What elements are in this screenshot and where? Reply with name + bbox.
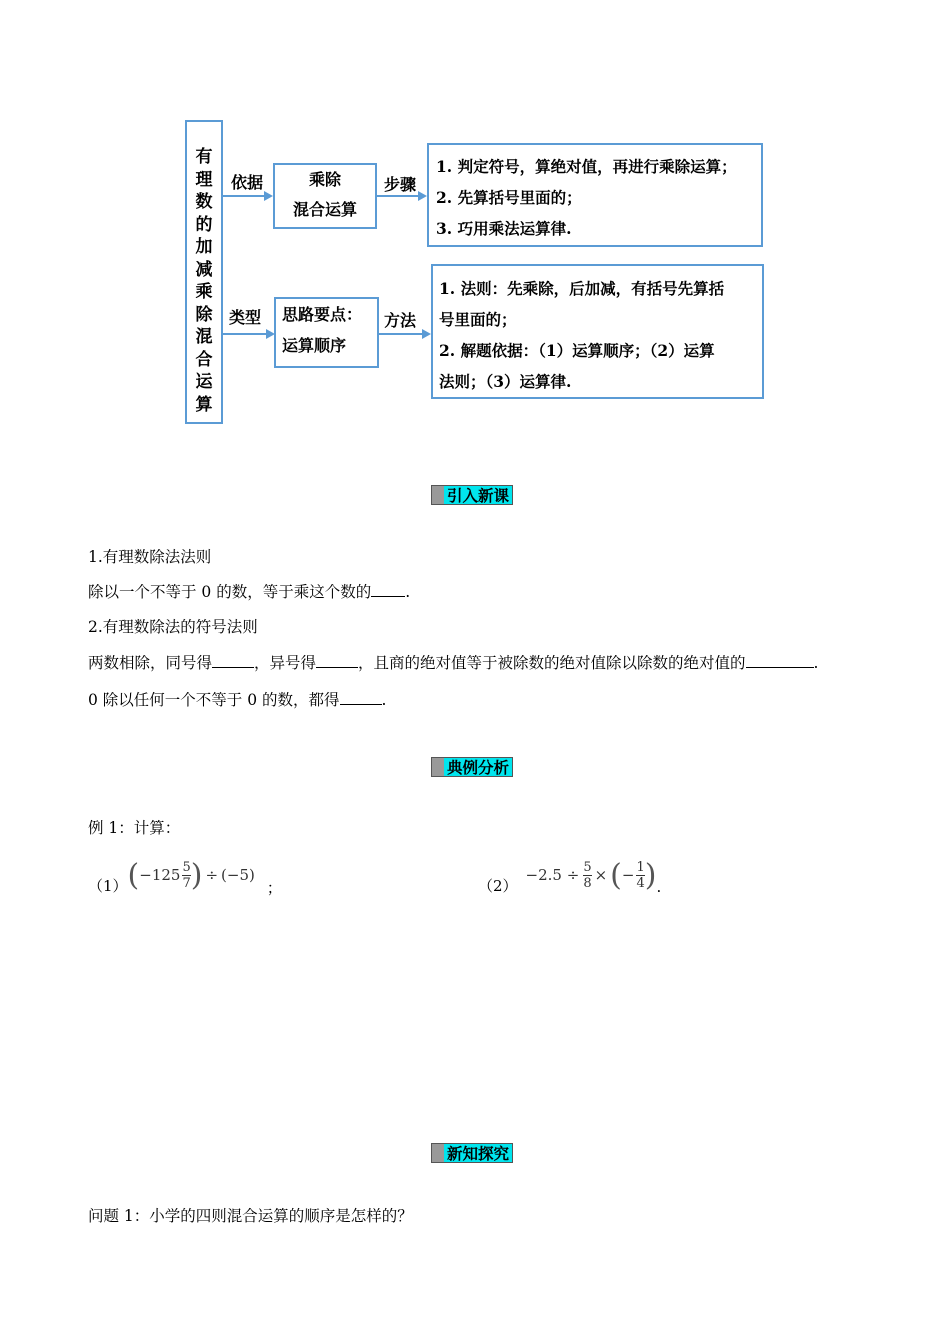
- connector-bottom: [223, 333, 271, 335]
- diagram-title-chars: [187, 146, 221, 416]
- diagram-title-box: [185, 120, 223, 424]
- example-item1-den: 7: [182, 875, 191, 891]
- intro-q2-text: [88, 651, 818, 673]
- branch-label-type: 类型: [229, 308, 262, 327]
- section-examples-title: 典例分析: [444, 757, 513, 777]
- example-item1-end: ；: [266, 879, 282, 897]
- example-item1-fraction: [182, 860, 190, 891]
- example-item2-label: （2）: [478, 877, 518, 895]
- diagram-title-char: 理: [195, 169, 213, 190]
- box-steps: [427, 143, 763, 247]
- paren-close-icon: ): [644, 857, 657, 893]
- example-title: 例 1：计算：: [88, 819, 181, 837]
- diagram-title-char: 运: [195, 372, 213, 392]
- section-explore-heading: [431, 1143, 513, 1163]
- diagram-title-char: 减: [195, 259, 213, 280]
- blank-zero: [340, 690, 382, 705]
- diagram-title-char: 合: [195, 349, 213, 370]
- intro-q1-end: .: [405, 583, 411, 601]
- box-key-line2: 运算顺序: [282, 336, 347, 355]
- diagram-title-char: 的: [195, 214, 213, 235]
- diagram-title-char: 混: [195, 327, 213, 347]
- example-item1-label: （1）: [88, 877, 128, 895]
- connector-method: [379, 333, 423, 335]
- blank-diff-sign: [316, 653, 358, 668]
- paren-open-icon: (: [610, 857, 622, 893]
- example-item2-fraction-2: [636, 860, 644, 891]
- step-line-1: 1. 判定符号，算绝对值，再进行乘除运算；: [436, 157, 737, 176]
- method-line-1: 1. 法则：先乘除，后加减，有括号先算括: [439, 279, 725, 298]
- diagram-title-char: 有: [195, 147, 213, 167]
- example-item2-expr-a: −2.5 ÷: [525, 866, 580, 884]
- example-item2-times: ×: [594, 866, 608, 884]
- intro-q3-end: .: [381, 691, 387, 709]
- intro-q1-title: 1.有理数除法法则: [88, 548, 212, 566]
- diagram-title-char: 算: [195, 394, 213, 415]
- example-item1-div: ÷: [205, 866, 219, 884]
- intro-q2-text-c: ，且商的绝对值等于被除数的绝对值除以除数的绝对值的: [358, 654, 746, 672]
- method-line-2: 号里面的；: [439, 310, 517, 329]
- arrow-head-top: [264, 191, 273, 201]
- intro-q1-text: [88, 580, 410, 602]
- section-explore-title: 新知探究: [444, 1143, 513, 1163]
- example-item-1: [88, 850, 282, 900]
- blank-reciprocal: [371, 582, 405, 597]
- example-item2-neg: −: [621, 866, 635, 884]
- step-line-2: 2. 先算括号里面的；: [436, 188, 582, 207]
- example-item2-den: 8: [583, 875, 592, 891]
- diagram-title-char: 加: [195, 237, 213, 257]
- paren-close-icon: ): [190, 857, 203, 893]
- section-marker: [431, 757, 444, 777]
- example-item1-expr-a: −125: [139, 866, 181, 884]
- explore-question-1: 问题 1：小学的四则混合运算的顺序是怎样的？: [88, 1207, 413, 1225]
- section-marker: [431, 1143, 444, 1163]
- arrow-head-method: [422, 329, 431, 339]
- intro-q2-end: .: [813, 654, 819, 672]
- step-line-3: 3. 巧用乘法运算律.: [436, 219, 572, 238]
- section-intro-heading: [431, 485, 513, 505]
- intro-q3-text: [88, 688, 386, 710]
- intro-q2-text-a: 两数相除，同号得: [88, 654, 213, 672]
- intro-q2-title: 2.有理数除法的符号法则: [88, 618, 258, 636]
- diagram-title-char: 乘: [195, 282, 213, 302]
- box-key-line1: 思路要点：: [282, 305, 363, 324]
- example-item1-expr-c: (−5): [221, 866, 255, 884]
- diagram-title-char: 数: [195, 192, 213, 212]
- intro-q2-text-b: ，异号得: [254, 654, 317, 672]
- section-examples-heading: [431, 757, 513, 777]
- arrow-label-steps: 步骤: [384, 175, 417, 194]
- diagram-title-char: 除: [195, 304, 213, 325]
- box-mixed-operation: [273, 163, 377, 229]
- box-key-points: [274, 297, 379, 368]
- method-line-4: 法则；（3）运算律.: [439, 372, 572, 391]
- method-line-3: 2. 解题依据：（1）运算顺序；（2）运算: [439, 341, 715, 360]
- example-item-2: [478, 850, 661, 900]
- arrow-head-steps: [418, 191, 427, 201]
- branch-label-basis: 依据: [231, 173, 264, 192]
- arrow-label-method: 方法: [384, 311, 417, 330]
- intro-q3-text-a: 0 除以任何一个不等于 0 的数，都得: [88, 691, 340, 709]
- example-item2-num2: 1: [636, 859, 645, 875]
- box-mixed-line2: 混合运算: [292, 200, 357, 219]
- example-item2-end: .: [656, 878, 662, 896]
- example-item2-den2: 4: [636, 875, 645, 891]
- box-method: [431, 264, 764, 399]
- section-marker: [431, 485, 444, 505]
- paren-open-icon: (: [127, 857, 140, 893]
- example-item2-fraction: [583, 860, 591, 891]
- section-intro-title: 引入新课: [444, 485, 513, 505]
- blank-same-sign: [212, 653, 254, 668]
- connector-steps: [377, 195, 419, 197]
- box-mixed-line1: 乘除: [308, 170, 341, 189]
- blank-quotient: [746, 653, 814, 668]
- intro-q1-text-a: 除以一个不等于 0 的数，等于乘这个数的: [88, 583, 372, 601]
- example-item1-num: 5: [182, 859, 191, 875]
- example-item2-num: 5: [583, 859, 592, 875]
